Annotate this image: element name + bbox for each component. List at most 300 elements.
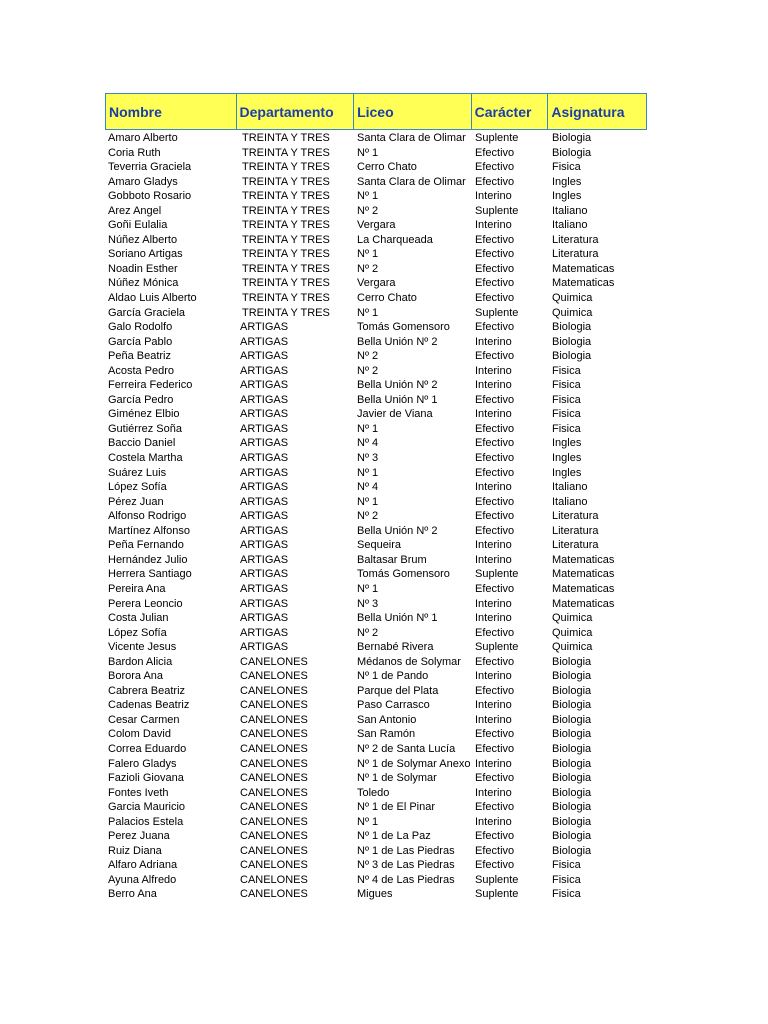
departamento-cell[interactable]: CANELONES: [240, 757, 308, 770]
liceo-cell[interactable]: Tomás Gomensoro: [357, 568, 450, 581]
nombre-cell[interactable]: López Sofía: [108, 481, 167, 494]
nombre-cell[interactable]: Gobboto Rosario: [108, 190, 192, 203]
asignatura-cell[interactable]: Ingles: [552, 190, 582, 203]
nombre-cell[interactable]: Ferreira Federico: [108, 379, 193, 392]
asignatura-cell[interactable]: Biologia: [552, 321, 592, 334]
departamento-cell[interactable]: ARTIGAS: [240, 379, 289, 392]
nombre-cell[interactable]: Perez Juana: [108, 830, 170, 843]
caracter-cell[interactable]: Efectivo: [475, 233, 515, 246]
nombre-cell[interactable]: Costela Martha: [108, 452, 183, 465]
table-row: [105, 480, 647, 495]
liceo-cell[interactable]: Bella Unión Nº 2: [357, 379, 438, 392]
liceo-cell[interactable]: Toledo: [357, 786, 390, 799]
caracter-cell[interactable]: Suplente: [475, 306, 519, 319]
nombre-cell[interactable]: Goñi Eulalia: [108, 219, 168, 232]
departamento-cell[interactable]: ARTIGAS: [240, 510, 289, 523]
liceo-cell[interactable]: Parque del Plata: [357, 684, 439, 697]
nombre-cell[interactable]: Coria Ruth: [108, 146, 161, 159]
departamento-cell[interactable]: ARTIGAS: [240, 612, 289, 625]
table-row: [105, 887, 647, 902]
liceo-cell[interactable]: Nº 1: [357, 815, 379, 828]
table-row: [105, 204, 647, 219]
nombre-cell[interactable]: López Sofía: [108, 626, 167, 639]
table-header-row: [105, 93, 647, 130]
departamento-cell[interactable]: ARTIGAS: [240, 641, 289, 654]
nombre-cell[interactable]: Fontes Iveth: [108, 786, 169, 799]
liceo-cell[interactable]: Nº 1 de La Paz: [357, 830, 431, 843]
departamento-cell[interactable]: TREINTA Y TRES: [242, 219, 330, 232]
departamento-cell[interactable]: TREINTA Y TRES: [242, 175, 330, 188]
caracter-cell[interactable]: Efectivo: [475, 655, 515, 668]
liceo-cell[interactable]: San Antonio: [357, 713, 417, 726]
liceo-cell[interactable]: Nº 2: [357, 626, 379, 639]
spreadsheet-table: [105, 93, 647, 902]
departamento-cell[interactable]: CANELONES: [240, 801, 308, 814]
departamento-cell[interactable]: CANELONES: [240, 655, 308, 668]
departamento-cell[interactable]: CANELONES: [240, 742, 308, 755]
departamento-cell[interactable]: ARTIGAS: [240, 335, 289, 348]
asignatura-cell[interactable]: Literatura: [552, 248, 599, 261]
table-row: [105, 524, 647, 539]
liceo-cell[interactable]: Bella Unión Nº 2: [357, 524, 438, 537]
departamento-cell[interactable]: TREINTA Y TRES: [242, 190, 330, 203]
table-row: [105, 815, 647, 830]
nombre-cell[interactable]: Núñez Alberto: [108, 233, 178, 246]
table-row: [105, 669, 647, 684]
asignatura-cell[interactable]: Biologia: [552, 801, 592, 814]
liceo-cell[interactable]: Nº 2: [357, 350, 379, 363]
asignatura-cell[interactable]: Biologia: [552, 699, 592, 712]
departamento-cell[interactable]: CANELONES: [240, 713, 308, 726]
asignatura-cell[interactable]: Biologia: [552, 830, 592, 843]
asignatura-cell[interactable]: Fisica: [552, 859, 581, 872]
liceo-cell[interactable]: Nº 4: [357, 437, 379, 450]
nombre-cell[interactable]: Ayuna Alfredo: [108, 873, 177, 886]
asignatura-cell[interactable]: Fisica: [552, 393, 581, 406]
asignatura-cell[interactable]: Biologia: [552, 670, 592, 683]
asignatura-cell[interactable]: Literatura: [552, 539, 599, 552]
departamento-cell[interactable]: TREINTA Y TRES: [242, 292, 330, 305]
nombre-cell[interactable]: Gutiérrez Soña: [108, 422, 182, 435]
departamento-cell[interactable]: TREINTA Y TRES: [242, 161, 330, 174]
table-row: [105, 509, 647, 524]
nombre-cell[interactable]: Costa Julian: [108, 612, 169, 625]
asignatura-cell[interactable]: Ingles: [552, 452, 582, 465]
table-row: [105, 742, 647, 757]
caracter-cell[interactable]: Efectivo: [475, 437, 515, 450]
asignatura-cell[interactable]: Biologia: [552, 655, 592, 668]
caracter-cell[interactable]: Efectivo: [475, 626, 515, 639]
nombre-cell[interactable]: Colom David: [108, 728, 171, 741]
table-row: [105, 829, 647, 844]
table-row: [105, 335, 647, 350]
caracter-cell[interactable]: Efectivo: [475, 262, 515, 275]
asignatura-cell[interactable]: Biologia: [552, 772, 592, 785]
departamento-cell[interactable]: CANELONES: [240, 830, 308, 843]
caracter-cell[interactable]: Interino: [475, 713, 512, 726]
nombre-cell[interactable]: Garcia Mauricio: [108, 801, 186, 814]
table-row: [105, 422, 647, 437]
liceo-cell[interactable]: Nº 1: [357, 248, 379, 261]
asignatura-cell[interactable]: Italiano: [552, 481, 588, 494]
nombre-cell[interactable]: Falero Gladys: [108, 757, 177, 770]
caracter-cell[interactable]: Efectivo: [475, 582, 515, 595]
asignatura-cell[interactable]: Fisica: [552, 364, 581, 377]
departamento-cell[interactable]: ARTIGAS: [240, 321, 289, 334]
nombre-cell[interactable]: García Pedro: [108, 393, 174, 406]
asignatura-cell[interactable]: Matematicas: [552, 277, 615, 290]
asignatura-cell[interactable]: Biologia: [552, 132, 592, 144]
nombre-cell[interactable]: Pereira Ana: [108, 582, 166, 595]
departamento-cell[interactable]: ARTIGAS: [240, 437, 289, 450]
nombre-cell[interactable]: Berro Ana: [108, 888, 157, 901]
nombre-cell[interactable]: Amaro Alberto: [108, 132, 178, 144]
liceo-cell[interactable]: Bernabé Rivera: [357, 641, 434, 654]
nombre-cell[interactable]: Vicente Jesus: [108, 641, 177, 654]
nombre-cell[interactable]: Pérez Juan: [108, 495, 164, 508]
nombre-cell[interactable]: Peña Beatriz: [108, 350, 171, 363]
caracter-cell[interactable]: Efectivo: [475, 422, 515, 435]
nombre-cell[interactable]: Cesar Carmen: [108, 713, 180, 726]
asignatura-cell[interactable]: Quimica: [552, 641, 593, 654]
liceo-cell[interactable]: Cerro Chato: [357, 292, 417, 305]
departamento-cell[interactable]: TREINTA Y TRES: [242, 262, 330, 275]
departamento-cell[interactable]: CANELONES: [240, 728, 308, 741]
asignatura-cell[interactable]: Literatura: [552, 524, 599, 537]
caracter-cell[interactable]: Suplente: [475, 568, 519, 581]
asignatura-cell[interactable]: Quimica: [552, 306, 593, 319]
table-row: [105, 131, 647, 146]
asignatura-cell[interactable]: Biologia: [552, 146, 592, 159]
liceo-cell[interactable]: Nº 2: [357, 364, 379, 377]
caracter-cell[interactable]: Efectivo: [475, 161, 515, 174]
caracter-cell[interactable]: Interino: [475, 408, 512, 421]
caracter-cell[interactable]: Efectivo: [475, 684, 515, 697]
nombre-cell[interactable]: Alfonso Rodrigo: [108, 510, 187, 523]
departamento-cell[interactable]: CANELONES: [240, 772, 308, 785]
table-row: [105, 247, 647, 262]
liceo-cell[interactable]: Bella Unión Nº 2: [357, 335, 438, 348]
liceo-cell[interactable]: Nº 1 de Solymar Anexo: [357, 757, 471, 770]
table-row: [105, 291, 647, 306]
asignatura-cell[interactable]: Matematicas: [552, 597, 615, 610]
liceo-cell[interactable]: Nº 1: [357, 190, 379, 203]
liceo-cell[interactable]: Javier de Viana: [357, 408, 433, 421]
liceo-cell[interactable]: Migues: [357, 888, 393, 901]
caracter-cell[interactable]: Efectivo: [475, 742, 515, 755]
nombre-cell[interactable]: Hernández Julio: [108, 553, 188, 566]
table-row: [105, 698, 647, 713]
departamento-cell[interactable]: TREINTA Y TRES: [242, 204, 330, 217]
liceo-cell[interactable]: Nº 1: [357, 146, 379, 159]
asignatura-cell[interactable]: Quimica: [552, 612, 593, 625]
liceo-cell[interactable]: Nº 3 de Las Piedras: [357, 859, 455, 872]
liceo-cell[interactable]: Sequeira: [357, 539, 402, 552]
caracter-cell[interactable]: Efectivo: [475, 146, 515, 159]
header-nombre[interactable]: Nombre: [106, 94, 237, 129]
table-row: [105, 378, 647, 393]
caracter-cell[interactable]: Efectivo: [475, 728, 515, 741]
nombre-cell[interactable]: Ruiz Diana: [108, 844, 162, 857]
caracter-cell[interactable]: Interino: [475, 364, 512, 377]
nombre-cell[interactable]: Suárez Luis: [108, 466, 167, 479]
asignatura-cell[interactable]: Fisica: [552, 422, 581, 435]
departamento-cell[interactable]: ARTIGAS: [240, 582, 289, 595]
table-row: [105, 189, 647, 204]
caracter-cell[interactable]: Efectivo: [475, 495, 515, 508]
table-row: [105, 262, 647, 277]
nombre-cell[interactable]: Perera Leoncio: [108, 597, 183, 610]
caracter-cell[interactable]: Efectivo: [475, 772, 515, 785]
nombre-cell[interactable]: Arez Angel: [108, 204, 162, 217]
caracter-cell[interactable]: Suplente: [475, 873, 519, 886]
nombre-cell[interactable]: García Pablo: [108, 335, 173, 348]
liceo-cell[interactable]: Nº 1: [357, 306, 379, 319]
asignatura-cell[interactable]: Biologia: [552, 350, 592, 363]
asignatura-cell[interactable]: Quimica: [552, 626, 593, 639]
nombre-cell[interactable]: García Graciela: [108, 306, 186, 319]
departamento-cell[interactable]: TREINTA Y TRES: [242, 277, 330, 290]
asignatura-cell[interactable]: Biologia: [552, 844, 592, 857]
asignatura-cell[interactable]: Italiano: [552, 204, 588, 217]
liceo-cell[interactable]: Nº 2 de Santa Lucía: [357, 742, 456, 755]
liceo-cell[interactable]: Nº 1 de El Pinar: [357, 801, 435, 814]
header-departamento[interactable]: Departamento: [237, 94, 355, 129]
caracter-cell[interactable]: Interino: [475, 219, 512, 232]
asignatura-cell[interactable]: Ingles: [552, 437, 582, 450]
caracter-cell[interactable]: Interino: [475, 335, 512, 348]
caracter-cell[interactable]: Interino: [475, 190, 512, 203]
departamento-cell[interactable]: CANELONES: [240, 873, 308, 886]
caracter-cell[interactable]: Efectivo: [475, 859, 515, 872]
departamento-cell[interactable]: CANELONES: [240, 844, 308, 857]
caracter-cell[interactable]: Suplente: [475, 888, 519, 901]
liceo-cell[interactable]: Paso Carrasco: [357, 699, 430, 712]
liceo-cell[interactable]: Bella Unión Nº 1: [357, 612, 438, 625]
liceo-cell[interactable]: Nº 3: [357, 452, 379, 465]
asignatura-cell[interactable]: Matematicas: [552, 262, 615, 275]
departamento-cell[interactable]: ARTIGAS: [240, 364, 289, 377]
caracter-cell[interactable]: Efectivo: [475, 248, 515, 261]
caracter-cell[interactable]: Interino: [475, 757, 512, 770]
nombre-cell[interactable]: Bardon Alicia: [108, 655, 173, 668]
asignatura-cell[interactable]: Fisica: [552, 888, 581, 901]
departamento-cell[interactable]: ARTIGAS: [240, 393, 289, 406]
asignatura-cell[interactable]: Matematicas: [552, 568, 615, 581]
nombre-cell[interactable]: Martínez Alfonso: [108, 524, 190, 537]
liceo-cell[interactable]: Médanos de Solymar: [357, 655, 461, 668]
nombre-cell[interactable]: Borora Ana: [108, 670, 164, 683]
asignatura-cell[interactable]: Biologia: [552, 335, 592, 348]
departamento-cell[interactable]: CANELONES: [240, 888, 308, 901]
nombre-cell[interactable]: Noadin Esther: [108, 262, 178, 275]
table-row: [105, 553, 647, 568]
liceo-cell[interactable]: Tomás Gomensoro: [357, 321, 450, 334]
liceo-cell[interactable]: Santa Clara de Olimar: [357, 132, 466, 144]
liceo-cell[interactable]: Nº 4 de Las Piedras: [357, 873, 455, 886]
departamento-cell[interactable]: ARTIGAS: [240, 597, 289, 610]
asignatura-cell[interactable]: Quimica: [552, 292, 593, 305]
header-caracter[interactable]: Carácter: [472, 94, 549, 129]
asignatura-cell[interactable]: Biologia: [552, 728, 592, 741]
asignatura-cell[interactable]: Literatura: [552, 233, 599, 246]
asignatura-cell[interactable]: Biologia: [552, 742, 592, 755]
asignatura-cell[interactable]: Biologia: [552, 684, 592, 697]
departamento-cell[interactable]: ARTIGAS: [240, 452, 289, 465]
departamento-cell[interactable]: ARTIGAS: [240, 408, 289, 421]
asignatura-cell[interactable]: Italiano: [552, 219, 588, 232]
caracter-cell[interactable]: Efectivo: [475, 350, 515, 363]
caracter-cell[interactable]: Interino: [475, 815, 512, 828]
liceo-cell[interactable]: San Ramón: [357, 728, 416, 741]
nombre-cell[interactable]: Amaro Gladys: [108, 175, 178, 188]
asignatura-cell[interactable]: Fisica: [552, 161, 581, 174]
asignatura-cell[interactable]: Italiano: [552, 495, 588, 508]
nombre-cell[interactable]: Palacios Estela: [108, 815, 184, 828]
asignatura-cell[interactable]: Biologia: [552, 786, 592, 799]
asignatura-cell[interactable]: Matematicas: [552, 553, 615, 566]
caracter-cell[interactable]: Efectivo: [475, 452, 515, 465]
table-row: [105, 582, 647, 597]
departamento-cell[interactable]: ARTIGAS: [240, 422, 289, 435]
liceo-cell[interactable]: Santa Clara de Olimar: [357, 175, 466, 188]
departamento-cell[interactable]: ARTIGAS: [240, 539, 289, 552]
nombre-cell[interactable]: Cadenas Beatriz: [108, 699, 190, 712]
departamento-cell[interactable]: CANELONES: [240, 699, 308, 712]
departamento-cell[interactable]: ARTIGAS: [240, 350, 289, 363]
table-row: [105, 233, 647, 248]
nombre-cell[interactable]: Fazioli Giovana: [108, 772, 184, 785]
liceo-cell[interactable]: Nº 1 de Las Piedras: [357, 844, 455, 857]
asignatura-cell[interactable]: Biologia: [552, 815, 592, 828]
departamento-cell[interactable]: ARTIGAS: [240, 466, 289, 479]
header-asignatura[interactable]: Asignatura: [551, 103, 625, 120]
caracter-cell[interactable]: Efectivo: [475, 844, 515, 857]
departamento-cell[interactable]: TREINTA Y TRES: [242, 146, 330, 159]
caracter-cell[interactable]: Suplente: [475, 204, 519, 217]
nombre-cell[interactable]: Correa Eduardo: [108, 742, 187, 755]
departamento-cell[interactable]: ARTIGAS: [240, 568, 289, 581]
header-liceo[interactable]: Liceo: [354, 94, 472, 129]
caracter-cell[interactable]: Interino: [475, 786, 512, 799]
caracter-cell[interactable]: Suplente: [475, 132, 519, 144]
liceo-cell[interactable]: Nº 1: [357, 422, 379, 435]
liceo-cell[interactable]: Nº 1 de Pando: [357, 670, 429, 683]
liceo-cell[interactable]: Vergara: [357, 219, 396, 232]
liceo-cell[interactable]: Nº 1 de Solymar: [357, 772, 437, 785]
table-row: [105, 218, 647, 233]
departamento-cell[interactable]: CANELONES: [240, 684, 308, 697]
liceo-cell[interactable]: La Charqueada: [357, 233, 433, 246]
caracter-cell[interactable]: Interino: [475, 597, 512, 610]
asignatura-cell[interactable]: Literatura: [552, 510, 599, 523]
nombre-cell[interactable]: Núñez Mónica: [108, 277, 179, 290]
table-row: [105, 713, 647, 728]
caracter-cell[interactable]: Efectivo: [475, 801, 515, 814]
departamento-cell[interactable]: CANELONES: [240, 815, 308, 828]
caracter-cell[interactable]: Interino: [475, 670, 512, 683]
liceo-cell[interactable]: Bella Unión Nº 1: [357, 393, 438, 406]
asignatura-cell[interactable]: Matematicas: [552, 582, 615, 595]
asignatura-cell[interactable]: Fisica: [552, 408, 581, 421]
table-row: [105, 597, 647, 612]
caracter-cell[interactable]: Efectivo: [475, 466, 515, 479]
asignatura-cell[interactable]: Fisica: [552, 873, 581, 886]
departamento-cell[interactable]: CANELONES: [240, 786, 308, 799]
caracter-cell[interactable]: Interino: [475, 539, 512, 552]
departamento-cell[interactable]: ARTIGAS: [240, 481, 289, 494]
liceo-cell[interactable]: Vergara: [357, 277, 396, 290]
caracter-cell[interactable]: Interino: [475, 379, 512, 392]
caracter-cell[interactable]: Efectivo: [475, 175, 515, 188]
departamento-cell[interactable]: TREINTA Y TRES: [242, 132, 330, 144]
caracter-cell[interactable]: Interino: [475, 481, 512, 494]
nombre-cell[interactable]: Baccio Daniel: [108, 437, 176, 450]
nombre-cell[interactable]: Herrera Santiago: [108, 568, 192, 581]
departamento-cell[interactable]: ARTIGAS: [240, 626, 289, 639]
caracter-cell[interactable]: Efectivo: [475, 830, 515, 843]
caracter-cell[interactable]: Suplente: [475, 641, 519, 654]
table-row: [105, 538, 647, 553]
liceo-cell[interactable]: Nº 1: [357, 495, 379, 508]
liceo-cell[interactable]: Nº 3: [357, 597, 379, 610]
caracter-cell[interactable]: Interino: [475, 553, 512, 566]
caracter-cell[interactable]: Efectivo: [475, 277, 515, 290]
table-row: [105, 655, 647, 670]
asignatura-cell[interactable]: Biologia: [552, 713, 592, 726]
liceo-cell[interactable]: Nº 1: [357, 582, 379, 595]
nombre-cell[interactable]: Peña Fernando: [108, 539, 184, 552]
departamento-cell[interactable]: ARTIGAS: [240, 495, 289, 508]
asignatura-cell[interactable]: Fisica: [552, 379, 581, 392]
liceo-cell[interactable]: Baltasar Brum: [357, 553, 427, 566]
caracter-cell[interactable]: Efectivo: [475, 393, 515, 406]
asignatura-cell[interactable]: Ingles: [552, 466, 582, 479]
liceo-cell[interactable]: Nº 2: [357, 204, 379, 217]
nombre-cell[interactable]: Teverria Graciela: [108, 161, 192, 174]
caracter-cell[interactable]: Efectivo: [475, 510, 515, 523]
caracter-cell[interactable]: Efectivo: [475, 524, 515, 537]
liceo-cell[interactable]: Nº 2: [357, 262, 379, 275]
caracter-cell[interactable]: Interino: [475, 612, 512, 625]
departamento-cell[interactable]: TREINTA Y TRES: [242, 306, 330, 319]
nombre-cell[interactable]: Galo Rodolfo: [108, 321, 173, 334]
liceo-cell[interactable]: Nº 4: [357, 481, 379, 494]
departamento-cell[interactable]: ARTIGAS: [240, 553, 289, 566]
departamento-cell[interactable]: CANELONES: [240, 859, 308, 872]
table-row: [105, 495, 647, 510]
asignatura-cell[interactable]: Ingles: [552, 175, 582, 188]
departamento-cell[interactable]: CANELONES: [240, 670, 308, 683]
caracter-cell[interactable]: Efectivo: [475, 321, 515, 334]
nombre-cell[interactable]: Acosta Pedro: [108, 364, 175, 377]
nombre-cell[interactable]: Alfaro Adriana: [108, 859, 178, 872]
nombre-cell[interactable]: Aldao Luis Alberto: [108, 292, 197, 305]
caracter-cell[interactable]: Interino: [475, 699, 512, 712]
departamento-cell[interactable]: ARTIGAS: [240, 524, 289, 537]
nombre-cell[interactable]: Soriano Artigas: [108, 248, 183, 261]
departamento-cell[interactable]: TREINTA Y TRES: [242, 248, 330, 261]
caracter-cell[interactable]: Efectivo: [475, 292, 515, 305]
liceo-cell[interactable]: Cerro Chato: [357, 161, 417, 174]
liceo-cell[interactable]: Nº 2: [357, 510, 379, 523]
table-row: [105, 640, 647, 655]
nombre-cell[interactable]: Giménez Elbio: [108, 408, 180, 421]
liceo-cell[interactable]: Nº 1: [357, 466, 379, 479]
nombre-cell[interactable]: Cabrera Beatriz: [108, 684, 186, 697]
departamento-cell[interactable]: TREINTA Y TRES: [242, 233, 330, 246]
asignatura-cell[interactable]: Biologia: [552, 757, 592, 770]
